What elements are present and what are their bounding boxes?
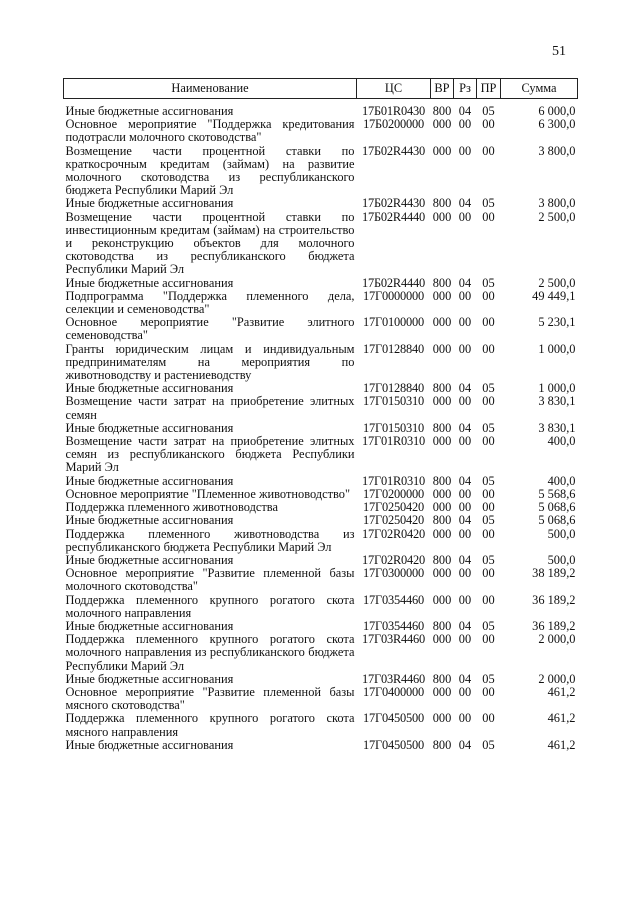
row-pr: 00 [482,117,495,132]
row-sum: 5 068,6 [538,500,576,515]
row-name: Иные бюджетные ассигнования [65,618,234,633]
row-rz: 00 [458,143,472,158]
row-sum: 3 830,1 [538,420,576,435]
table-row [64,118,578,144]
table-row [64,316,578,342]
row-name: Основное мероприятие "Племенное животноводство" [65,486,351,501]
row-vr: 800 [432,420,452,435]
row-pr: 05 [482,552,495,567]
row-name: Поддержка племенного крупного рогатого скота молочного направления [65,592,355,620]
row-pr: 00 [482,341,495,356]
row-sum: 461,2 [547,737,576,752]
row-name: Основное мероприятие "Поддержка кредитования подотрасли молочного скотоводства" [65,117,355,145]
row-name: Поддержка племенного крупного рогатого скота молочного направления из республиканского бюджета Республики Марий Эл [65,632,355,673]
table-row [64,211,578,277]
table-row [64,277,578,290]
row-rz: 00 [458,632,472,647]
row-sum: 2 500,0 [538,209,576,224]
row-rz: 04 [458,473,472,488]
row-rz: 00 [458,209,472,224]
row-sum: 500,0 [547,552,576,567]
row-cs: 17Г0400000 [363,684,424,699]
row-cs: 17Г0354460 [363,618,424,633]
row-sum: 3 800,0 [538,143,576,158]
row-sum: 36 189,2 [532,592,576,607]
row-pr: 05 [482,513,495,528]
row-name: Поддержка племенного крупного рогатого скота мясного направления [65,711,355,739]
row-name: Иные бюджетные ассигнования [65,275,234,290]
row-vr: 000 [432,143,452,158]
table-row [64,475,578,488]
table-row [64,514,578,527]
row-cs: 17Г0450500 [363,737,424,752]
row-name: Основное мероприятие "Развитие племенной базы молочного скотоводства" [65,566,355,594]
table-row [64,673,578,686]
row-cs: 17Б01R0430 [362,104,425,118]
row-vr: 800 [432,196,452,211]
row-name: Возмещение части затрат на приобретение элитных семян из республиканского бюджета Республики Марий Эл [65,434,355,475]
row-pr: 00 [482,394,495,409]
row-vr: 800 [432,671,452,686]
table-row [64,197,578,210]
row-vr: 800 [432,381,452,396]
row-cs: 17Б02R4430 [362,196,425,211]
row-sum: 5 568,6 [538,486,576,501]
table-row [64,290,578,316]
row-pr: 05 [482,381,495,396]
row-vr: 800 [432,275,452,290]
table-row [64,712,578,738]
row-sum: 3 800,0 [538,196,576,211]
row-vr: 000 [432,500,452,515]
row-cs: 17Б02R4430 [362,143,425,158]
row-sum: 6 300,0 [538,117,576,132]
row-rz: 04 [458,737,472,752]
row-vr: 000 [432,526,452,541]
row-cs: 17Г01R0310 [362,434,425,449]
row-pr: 05 [482,420,495,435]
row-pr: 05 [482,618,495,633]
row-rz: 04 [458,618,472,633]
table-row [64,686,578,712]
row-vr: 000 [432,711,452,726]
row-cs: 17Г0354460 [363,592,424,607]
table-row [64,145,578,198]
row-cs: 17Б02R4440 [362,209,425,224]
row-sum: 6 000,0 [538,104,576,118]
row-pr: 00 [482,684,495,699]
row-rz: 00 [458,341,472,356]
row-pr: 00 [482,486,495,501]
row-name: Иные бюджетные ассигнования [65,671,234,686]
row-sum: 2 000,0 [538,632,576,647]
row-vr: 800 [432,513,452,528]
table-row [64,435,578,475]
row-cs: 17Г0200000 [363,486,424,501]
row-vr: 000 [432,315,452,330]
table-row [64,343,578,383]
row-rz: 00 [458,526,472,541]
table-body [64,99,578,752]
row-cs: 17Г0000000 [363,288,424,303]
row-pr: 00 [482,711,495,726]
row-pr: 00 [482,434,495,449]
table-row [64,594,578,620]
row-cs: 17Г0450500 [363,711,424,726]
row-cs: 17Г02R0420 [362,526,425,541]
row-cs: 17Г0150310 [363,420,424,435]
row-sum: 400,0 [547,473,576,488]
row-sum: 1 000,0 [538,381,576,396]
table-row [64,567,578,593]
row-vr: 000 [432,117,452,132]
row-cs: 17Г0128840 [363,341,424,356]
row-pr: 00 [482,143,495,158]
row-sum: 1 000,0 [538,341,576,356]
row-vr: 000 [432,592,452,607]
row-name: Иные бюджетные ассигнования [65,552,234,567]
row-pr: 00 [482,500,495,515]
row-name: Основное мероприятие "Развитие элитного семеноводства" [65,315,355,343]
row-vr: 800 [432,473,452,488]
row-sum: 500,0 [547,526,576,541]
row-pr: 05 [482,473,495,488]
row-rz: 00 [458,486,472,501]
row-name: Возмещение части процентной ставки по краткосрочным кредитам (займам) на развитие молочного скотоводства из республиканского бюджета Республики Марий Эл [65,143,355,198]
row-cs: 17Г0300000 [363,566,424,581]
row-rz: 00 [458,288,472,303]
row-pr: 05 [482,275,495,290]
header-cs: ЦС [357,79,431,99]
row-sum: 5 230,1 [538,315,576,330]
row-name: Иные бюджетные ассигнования [65,420,234,435]
row-vr: 000 [432,566,452,581]
row-vr: 800 [432,618,452,633]
row-rz: 04 [458,420,472,435]
row-pr: 00 [482,592,495,607]
row-cs: 17Б0200000 [363,117,424,132]
row-vr: 000 [432,341,452,356]
row-vr: 800 [432,104,452,118]
row-rz: 00 [458,315,472,330]
row-pr: 00 [482,209,495,224]
row-name: Поддержка племенного животноводства [65,500,278,515]
row-cs: 17Г03R4460 [362,671,425,686]
row-name: Поддержка племенного животноводства из республиканского бюджета Республики Марий Эл [65,526,355,554]
row-sum: 2 500,0 [538,275,576,290]
row-vr: 000 [432,209,452,224]
row-vr: 000 [432,434,452,449]
budget-table [63,78,578,752]
row-name: Возмещение части процентной ставки по инвестиционным кредитам (займам) на строительство и реконструкцию объектов для молочного скотоводства из республиканского бюджета Республики Марий Эл [65,209,355,277]
header-vr: ВР [431,79,454,99]
row-name: Иные бюджетные ассигнования [65,473,234,488]
row-pr: 00 [482,632,495,647]
row-pr: 05 [482,104,495,118]
row-rz: 00 [458,394,472,409]
header-rz: Рз [454,79,477,99]
row-sum: 2 000,0 [538,671,576,686]
row-vr: 800 [432,552,452,567]
row-pr: 00 [482,315,495,330]
row-rz: 04 [458,552,472,567]
page-number: 51 [552,44,566,59]
row-sum: 5 068,6 [538,513,576,528]
row-sum: 400,0 [547,434,576,449]
row-rz: 04 [458,275,472,290]
row-cs: 17Г0250420 [363,500,424,515]
header-name: Наименование [64,79,357,99]
row-vr: 000 [432,288,452,303]
row-rz: 00 [458,117,472,132]
row-pr: 05 [482,671,495,686]
row-pr: 00 [482,526,495,541]
row-sum: 38 189,2 [532,566,576,581]
table-row [64,633,578,673]
row-cs: 17Г03R4460 [362,632,425,647]
row-cs: 17Г0100000 [363,315,424,330]
row-name: Иные бюджетные ассигнования [65,513,234,528]
row-cs: 17Г02R0420 [362,552,425,567]
row-cs: 17Г0128840 [363,381,424,396]
row-rz: 04 [458,104,472,118]
row-name: Подпрограмма "Поддержка племенного дела, селекции и семеноводства" [65,288,355,317]
row-rz: 04 [458,381,472,396]
table-row [64,739,578,752]
table-row [64,395,578,421]
header-sum: Сумма [501,79,578,99]
row-sum: 3 830,1 [538,394,576,409]
row-pr: 05 [482,196,495,211]
row-vr: 000 [432,394,452,409]
row-cs: 17Г0250420 [363,513,424,528]
row-name: Основное мероприятие "Развитие племенной базы мясного скотоводства" [65,684,355,713]
row-rz: 00 [458,500,472,515]
table-header [64,79,578,99]
row-pr: 05 [482,737,495,752]
row-sum: 461,2 [547,711,576,726]
row-rz: 00 [458,711,472,726]
row-pr: 00 [482,566,495,581]
row-vr: 000 [432,684,452,699]
row-pr: 00 [482,288,495,303]
row-vr: 800 [432,737,452,752]
row-sum: 36 189,2 [532,618,576,633]
header-pr: ПР [477,79,501,99]
row-name: Иные бюджетные ассигнования [65,104,234,118]
row-rz: 00 [458,434,472,449]
row-rz: 00 [458,566,472,581]
row-rz: 00 [458,684,472,699]
row-rz: 04 [458,513,472,528]
row-vr: 000 [432,486,452,501]
row-sum: 49 449,1 [532,288,576,303]
row-name: Иные бюджетные ассигнования [65,737,234,752]
row-cs: 17Г0150310 [363,394,424,409]
row-name: Иные бюджетные ассигнования [65,381,234,396]
row-vr: 000 [432,632,452,647]
row-name: Иные бюджетные ассигнования [65,196,234,211]
row-cs: 17Г01R0310 [362,473,425,488]
row-rz: 04 [458,671,472,686]
row-cs: 17Б02R4440 [362,275,425,290]
row-sum: 461,2 [547,684,576,699]
row-rz: 00 [458,592,472,607]
row-rz: 04 [458,196,472,211]
row-name: Гранты юридическим лицам и индивидуальным предпринимателям на мероприятия по животноводству и растениеводству [65,341,355,383]
table-row [64,528,578,554]
row-name: Возмещение части затрат на приобретение элитных семян [65,394,355,422]
